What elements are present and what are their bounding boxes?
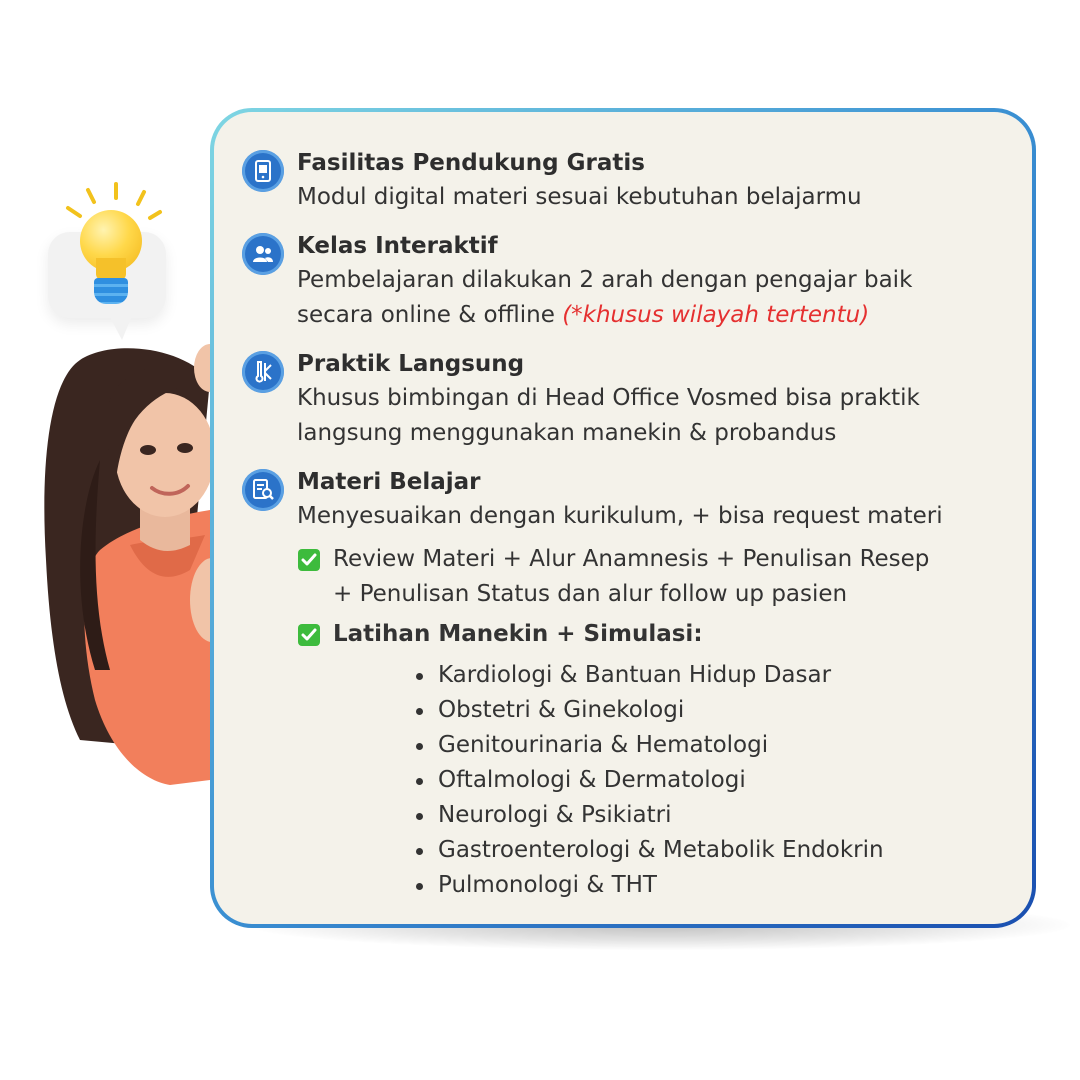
checklist-item-review: Review Materi + Alur Anamnesis + Penulisan Resep xyxy=(333,546,930,572)
medical-tools-icon xyxy=(242,351,284,393)
check-icon xyxy=(298,549,320,571)
topic-label: Genitourinaria & Hematologi xyxy=(438,732,769,758)
list-item xyxy=(414,658,884,693)
bullet-dot xyxy=(416,813,423,820)
document-search-icon xyxy=(242,469,284,511)
list-item xyxy=(414,728,884,763)
bullet-dot xyxy=(416,848,423,855)
topic-list xyxy=(414,658,884,903)
checklist-item-review-line2: + Penulisan Status dan alur follow up pasien xyxy=(333,581,848,607)
topic-label: Obstetri & Ginekologi xyxy=(438,697,685,723)
list-item xyxy=(414,833,884,868)
tablet-book-icon xyxy=(242,150,284,192)
topic-label: Gastroenterologi & Metabolik Endokrin xyxy=(438,837,884,863)
list-item xyxy=(414,868,884,903)
section-title: Kelas Interaktif xyxy=(297,233,498,259)
topic-label: Kardiologi & Bantuan Hidup Dasar xyxy=(438,662,832,688)
section-title: Fasilitas Pendukung Gratis xyxy=(297,150,645,176)
check-icon xyxy=(298,624,320,646)
section-description-line2: langsung menggunakan manekin & probandus xyxy=(297,420,837,446)
topic-label: Oftalmologi & Dermatologi xyxy=(438,767,746,793)
bullet-dot xyxy=(416,883,423,890)
lightbulb-base xyxy=(94,278,128,304)
topic-label: Neurologi & Psikiatri xyxy=(438,802,672,828)
section-description: Khusus bimbingan di Head Office Vosmed bisa praktik xyxy=(297,385,920,411)
section-description: Pembelajaran dilakukan 2 arah dengan pengajar baik xyxy=(297,267,913,293)
list-item xyxy=(414,798,884,833)
bullet-dot xyxy=(416,743,423,750)
section-description: Menyesuaikan dengan kurikulum, + bisa request materi xyxy=(297,503,943,529)
checklist-item-latihan: Latihan Manekin + Simulasi: xyxy=(333,621,703,647)
section-description: Modul digital materi sesuai kebutuhan belajarmu xyxy=(297,184,862,210)
bullet-dot xyxy=(416,708,423,715)
speech-bubble-tail xyxy=(104,306,136,340)
section-title: Materi Belajar xyxy=(297,469,481,495)
bullet-dot xyxy=(416,778,423,785)
description-text: secara online & offline xyxy=(297,302,563,328)
lightbulb-neck xyxy=(96,258,126,280)
bullet-dot xyxy=(416,673,423,680)
section-title: Praktik Langsung xyxy=(297,351,525,377)
list-item xyxy=(414,693,884,728)
section-description-line2 xyxy=(297,298,869,333)
region-note: (*khusus wilayah tertentu) xyxy=(562,302,870,328)
topic-label: Pulmonologi & THT xyxy=(438,872,657,898)
list-item xyxy=(414,763,884,798)
users-icon xyxy=(242,233,284,275)
